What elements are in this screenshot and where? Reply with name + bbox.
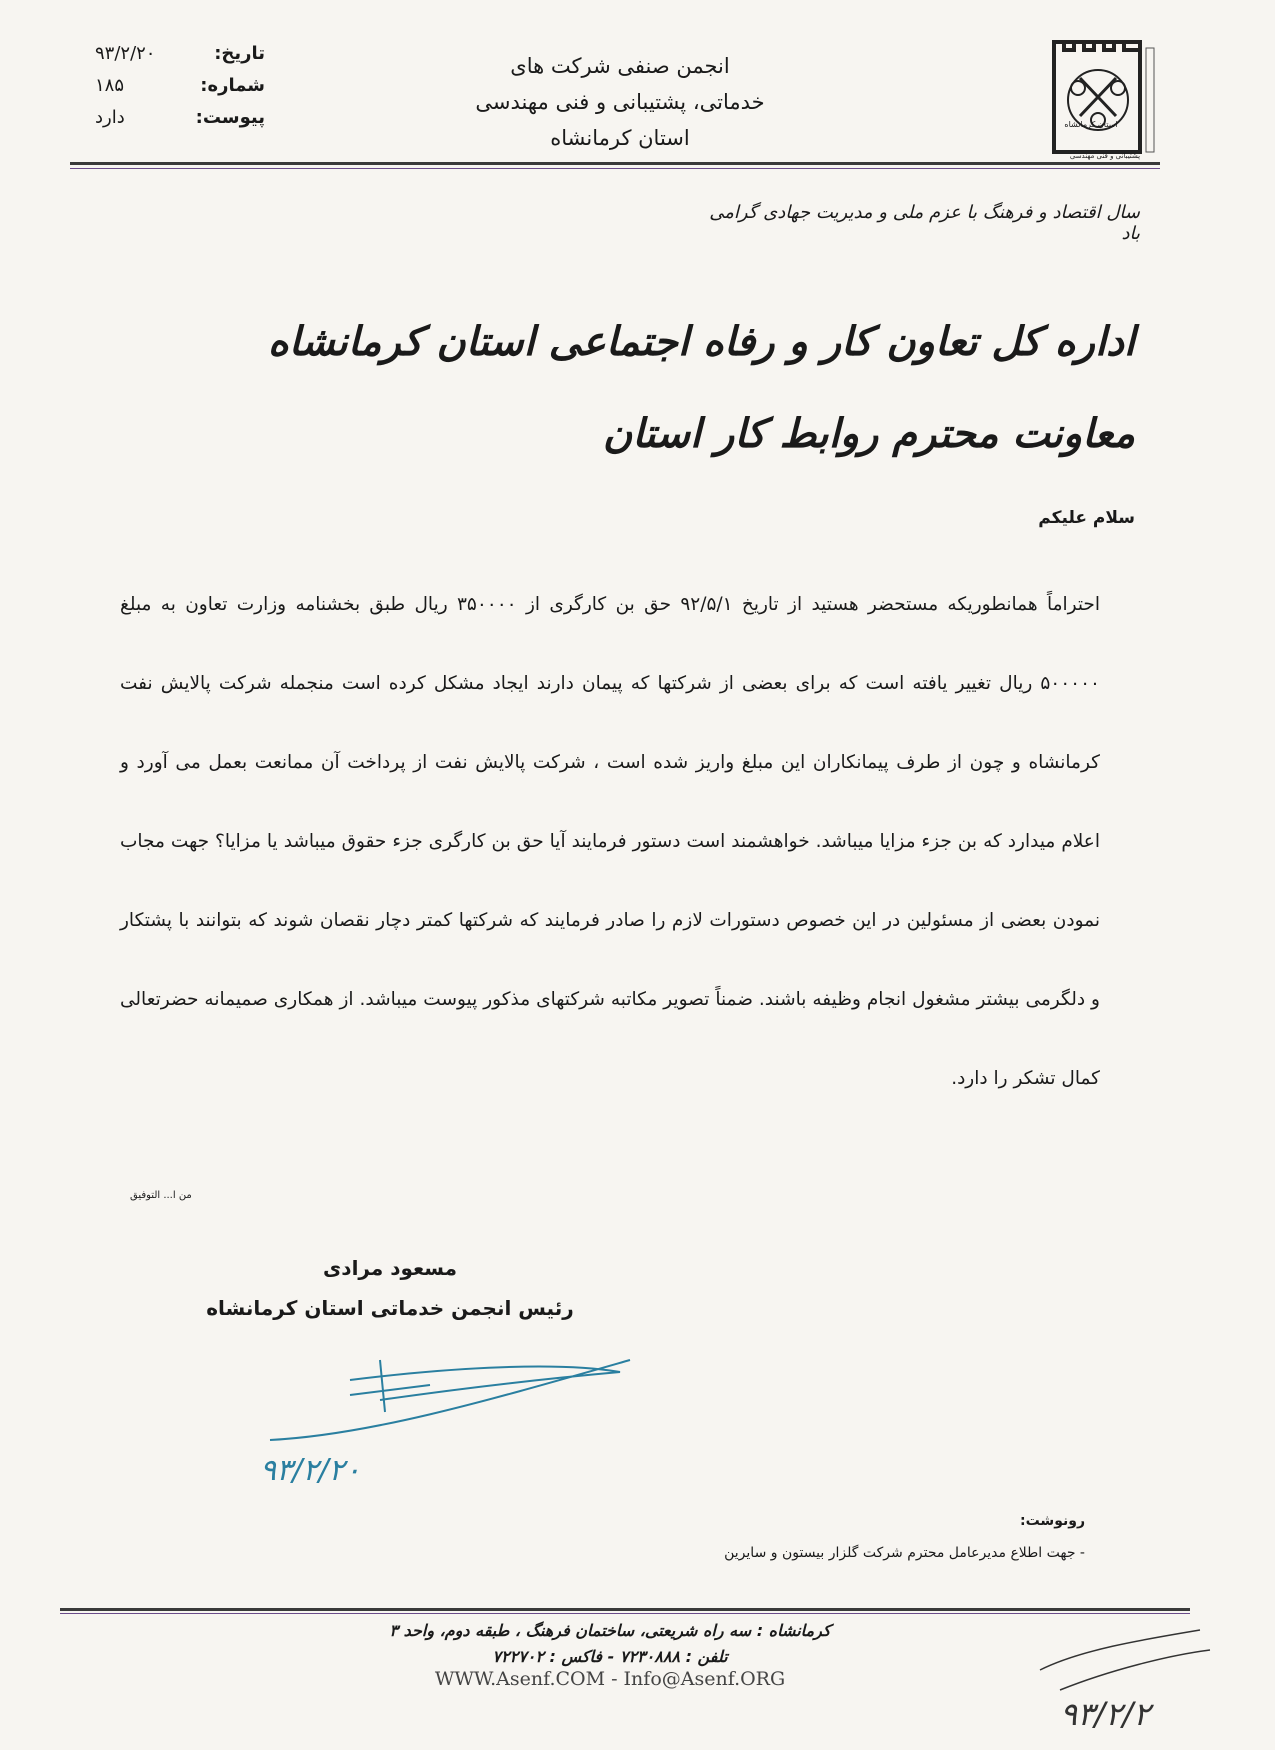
handwritten-date: ۹۳/۲/۲۰ bbox=[260, 1453, 361, 1488]
footer-phone: تلفن : ۷۲۳۰۸۸۸ - فاکس : ۷۲۲۷۰۲ bbox=[492, 1647, 728, 1666]
footer-contact bbox=[330, 1618, 890, 1670]
header-rule bbox=[70, 162, 1160, 165]
footer-web: WWW.Asenf.COM - Info@Asenf.ORG bbox=[434, 1668, 786, 1690]
letter-body: احتراماً همانطوریکه مستحضر هستید از تاریخ ۹۲/۵/۱ حق بن کارگری از ۳۵۰۰۰۰ ریال طبق بخشنامه وزارت تعاون به مبلغ ۵۰۰۰۰۰ ریال تغییر یافته است که برای بعضی از شرکتها که پیمان دارند ایجاد مشکل کرده است منجمله شرکت پالایش نفت کرمانشاه و چون از طرف پیمانکاران این مبلغ واریز شده است ، شرکت پالایش نفت از پرداخت آن ممانعت بعمل می آورد و اعلام میدارد که بن جزء مزایا میباشد. خواهشمند است دستور فرمایند آیا حق بن کارگری جزء حقوق میباشد یا مزایا؟ جهت مجاب نمودن بعضی از مسئولین در این خصوص دستورات لازم را صادر فرمایند که شرکتها کمتر دچار نقصان شوند که بتوانند با پشتکار و دلگرمی بیشتر مشغول انجام وظیفه باشند. ضمناً تصویر مکاتبه شرکتهای مذکور پیوست میباشد. از همکاری صمیمانه حضرتعالی کمال تشکر را دارد. bbox=[120, 594, 1101, 1089]
association-line-2: خدماتی، پشتیبانی و فنی مهندسی bbox=[475, 90, 765, 114]
attachment-value: دارد bbox=[95, 107, 125, 128]
signature-icon bbox=[230, 1340, 650, 1490]
number-row bbox=[95, 70, 265, 102]
association-line-3: استان کرمانشاه bbox=[550, 126, 690, 150]
logo-caption: استان کرمانشاه bbox=[1064, 120, 1118, 129]
signer-title: رئیس انجمن خدماتی استان کرمانشاه bbox=[206, 1296, 574, 1320]
date-value: ۹۳/۲/۲۰ bbox=[95, 43, 156, 64]
association-logo-icon bbox=[1050, 38, 1160, 168]
attachment-label: پیوست: bbox=[195, 107, 265, 128]
signer-block bbox=[180, 1248, 600, 1328]
date-row bbox=[95, 38, 265, 70]
closing-phrase: من ا... التوفیق bbox=[130, 1190, 192, 1201]
number-label: شماره: bbox=[200, 75, 265, 96]
cc-block bbox=[724, 1505, 1085, 1569]
footer-address: کرمانشاه : سه راه شریعتی، ساختمان فرهنگ ، طبقه دوم، واحد ۳ bbox=[389, 1621, 831, 1640]
association-name bbox=[420, 48, 820, 156]
signer-name: مسعود مرادی bbox=[322, 1256, 458, 1280]
header-rule-thin bbox=[70, 168, 1160, 169]
cc-item: - جهت اطلاع مدیرعامل محترم شرکت گلزار بیستون و سایرین bbox=[724, 1545, 1085, 1561]
association-line-1: انجمن صنفی شرکت های bbox=[510, 54, 730, 78]
year-slogan: سال اقتصاد و فرهنگ با عزم ملی و مدیریت جهادی گرامی باد bbox=[709, 202, 1140, 244]
logo-subcaption: پشتیبانی و فنی مهندسی bbox=[1069, 152, 1141, 160]
cc-heading: رونوشت: bbox=[1020, 1513, 1085, 1529]
number-value: ۱۸۵ bbox=[95, 75, 125, 96]
addressee-line-1: اداره کل تعاون کار و رفاه اجتماعی استان کرمانشاه bbox=[267, 318, 1135, 365]
letter-meta bbox=[95, 38, 265, 134]
handwritten-mark-icon bbox=[1020, 1610, 1220, 1740]
date-label: تاریخ: bbox=[214, 43, 265, 64]
attachment-row bbox=[95, 102, 265, 134]
greeting: سلام علیکم bbox=[1038, 508, 1135, 528]
stamp-date: ۹۳/۲/۲ bbox=[1060, 1695, 1151, 1733]
addressee-line-2: معاونت محترم روابط کار استان bbox=[602, 410, 1135, 457]
